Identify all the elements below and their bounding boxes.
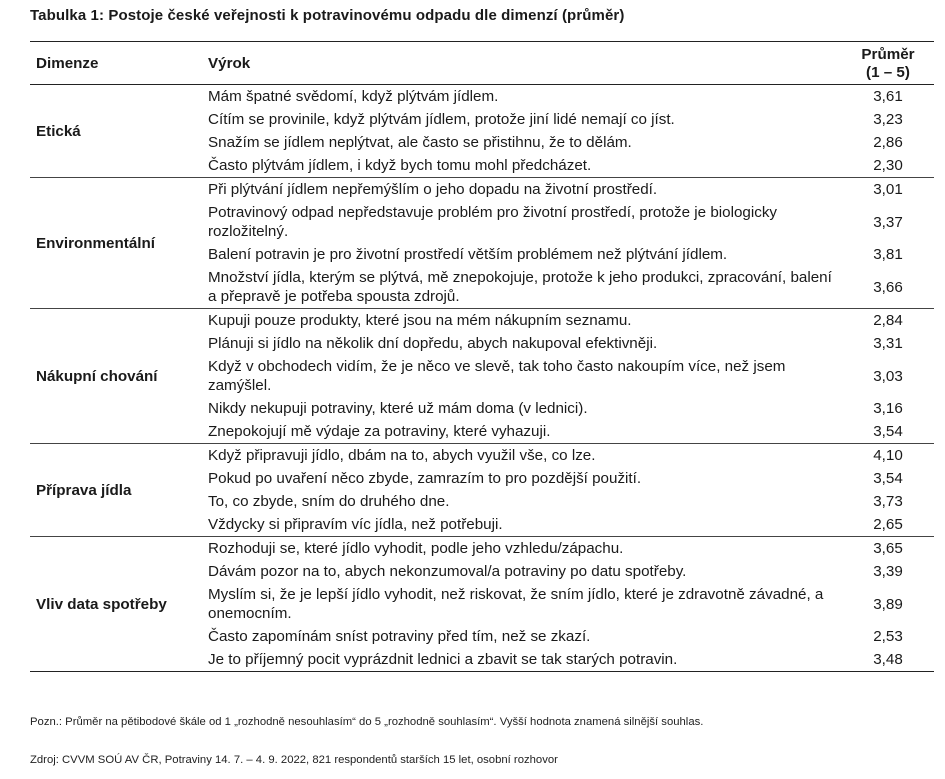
mean-value-cell: 3,73	[873, 493, 903, 510]
statement-cell: Myslím si, že je lepší jídlo vyhodit, než riskovat, že sním jídlo, které je zdravotně závadné, a onemocním.	[208, 586, 824, 622]
header-statement: Výrok	[208, 54, 251, 72]
statement-cell: Často plýtvám jídlem, i když bych tomu mohl předcházet.	[208, 157, 592, 174]
dimension-group	[30, 537, 934, 672]
statement-cell: Často zapomínám sníst potraviny před tím, než se zkazí.	[208, 628, 591, 645]
statement-cell: Nikdy nekupuji potraviny, které už mám doma (v lednici).	[208, 400, 588, 417]
mean-value-cell: 3,39	[873, 563, 903, 580]
statement-cell: Když v obchodech vidím, že je něco ve slevě, tak toho často nakoupím více, než jsem zamýšlel.	[208, 358, 786, 394]
statement-cell: Mám špatné svědomí, když plýtvám jídlem.	[208, 88, 499, 105]
mean-value-cell: 2,53	[873, 628, 903, 645]
mean-value-cell: 3,65	[873, 540, 903, 557]
statement-cell: Při plýtvání jídlem nepřemýšlím o jeho dopadu na životní prostředí.	[208, 181, 658, 198]
dimension-group	[30, 309, 934, 444]
statement-cell: Dávám pozor na to, abych nekonzumoval/a potraviny po datu spotřeby.	[208, 563, 687, 580]
mean-value-cell: 3,03	[873, 367, 903, 385]
statement-cell: Je to příjemný pocit vyprázdnit lednici a zbavit se tak starých potravin.	[208, 651, 678, 668]
statement-cell: Pokud po uvaření něco zbyde, zamrazím to pro pozdější použití.	[208, 470, 642, 487]
mean-value-cell: 2,65	[873, 516, 903, 533]
table-source: Zdroj: CVVM SOÚ AV ČR, Potraviny 14. 7. – 4. 9. 2022, 821 respondentů starších 15 let, osobní rozhovor	[30, 754, 558, 766]
statement-cell: Vždycky si připravím víc jídla, než potřebuji.	[208, 516, 503, 533]
mean-value-cell: 3,37	[873, 213, 903, 231]
statement-cell: Snažím se jídlem neplýtvat, ale často se přistihnu, že to dělám.	[208, 134, 632, 151]
mean-value-cell: 3,61	[873, 88, 903, 105]
statement-cell: To, co zbyde, sním do druhého dne.	[208, 493, 450, 510]
mean-value-cell: 3,54	[873, 423, 903, 440]
mean-value-cell: 2,84	[873, 312, 903, 329]
header-mean-label: Průměr	[861, 45, 915, 63]
mean-value-cell: 4,10	[873, 447, 903, 464]
attitudes-table	[30, 41, 934, 672]
dimension-group	[30, 444, 934, 537]
statement-cell: Znepokojují mě výdaje za potraviny, které vyhazuji.	[208, 423, 551, 440]
dimension-group	[30, 85, 934, 178]
mean-value-cell: 3,66	[873, 278, 903, 296]
statement-cell: Cítím se provinile, když plýtvám jídlem, protože jiní lidé nemají co jíst.	[208, 111, 675, 128]
table-note: Pozn.: Průměr na pětibodové škále od 1 „rozhodně nesouhlasím“ do 5 „rozhodně souhlasím“. Vyšší hodnota znamená silnější souhlas.	[30, 716, 704, 728]
mean-value-cell: 3,23	[873, 111, 903, 128]
header-dimension: Dimenze	[36, 54, 99, 72]
mean-value-cell: 2,30	[873, 157, 903, 174]
table-header-row	[30, 42, 934, 85]
statement-cell: Množství jídla, kterým se plýtvá, mě znepokojuje, protože k jeho produkci, zpracování, balení a přepravě je potřeba spousta zdrojů.	[208, 269, 832, 305]
table-row	[30, 178, 934, 202]
statement-cell: Plánuji si jídlo na několik dní dopředu, abych nakupoval efektivněji.	[208, 335, 658, 352]
mean-value-cell: 3,48	[873, 651, 903, 668]
header-mean-scale: (1 – 5)	[866, 63, 910, 81]
mean-value-cell: 2,86	[873, 134, 903, 151]
dimension-label: Nákupní chování	[36, 367, 158, 385]
mean-value-cell: 3,31	[873, 335, 903, 352]
dimension-label: Příprava jídla	[36, 481, 132, 499]
header-mean	[842, 42, 934, 85]
dimension-label: Environmentální	[36, 234, 155, 252]
dimension-label: Vliv data spotřeby	[36, 595, 167, 613]
table-row	[30, 309, 934, 333]
dimension-group	[30, 178, 934, 309]
table-row	[30, 537, 934, 561]
statement-cell: Když připravuji jídlo, dbám na to, abych využil vše, co lze.	[208, 447, 596, 464]
dimension-label: Etická	[36, 122, 81, 140]
table-row	[30, 444, 934, 468]
mean-value-cell: 3,16	[873, 400, 903, 417]
statement-cell: Balení potravin je pro životní prostředí větším problémem než plýtvání jídlem.	[208, 246, 728, 263]
table-title: Tabulka 1: Postoje české veřejnosti k potravinovému odpadu dle dimenzí (průměr)	[30, 7, 625, 24]
statement-cell: Kupuji pouze produkty, které jsou na mém nákupním seznamu.	[208, 312, 632, 329]
statement-cell: Potravinový odpad nepředstavuje problém pro životní prostředí, protože je biologicky rozložitelný.	[208, 204, 778, 240]
mean-value-cell: 3,54	[873, 470, 903, 487]
mean-value-cell: 3,81	[873, 246, 903, 263]
statement-cell: Rozhoduji se, které jídlo vyhodit, podle jeho vzhledu/zápachu.	[208, 540, 624, 557]
table-row	[30, 85, 934, 109]
mean-value-cell: 3,01	[873, 181, 903, 198]
mean-value-cell: 3,89	[873, 595, 903, 613]
